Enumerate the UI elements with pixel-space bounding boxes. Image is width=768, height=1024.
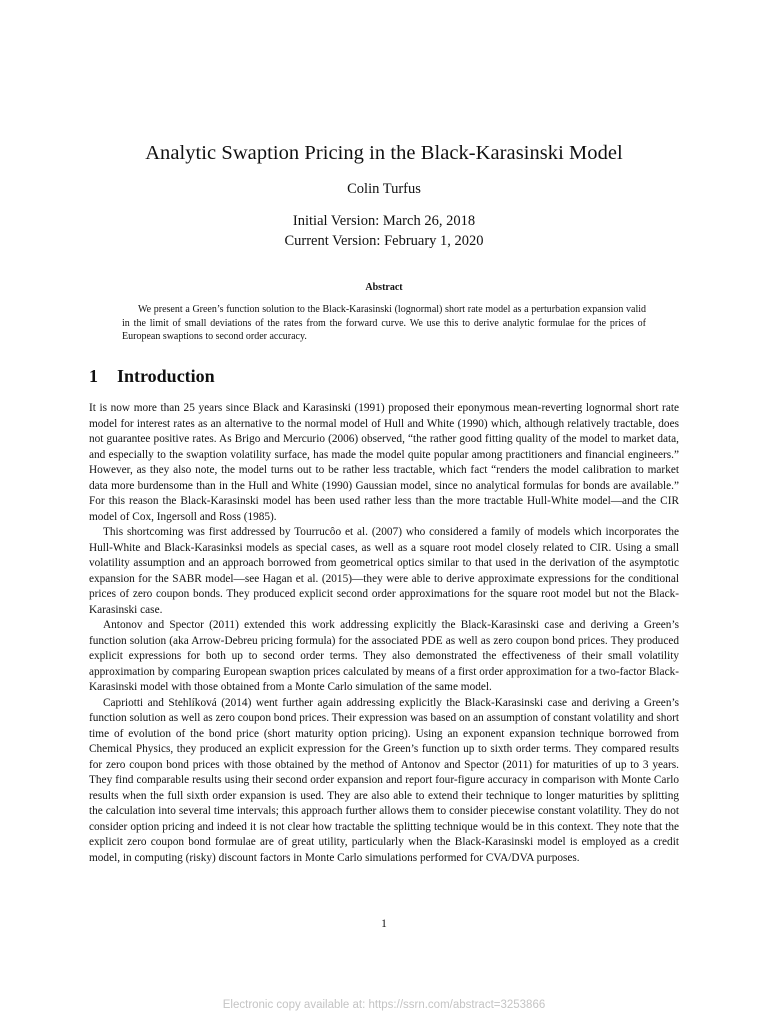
- paper-title: Analytic Swaption Pricing in the Black-Karasinski Model: [145, 142, 623, 164]
- abstract-heading: Abstract: [365, 282, 403, 293]
- current-version: Current Version: February 1, 2020: [284, 233, 484, 249]
- paragraph: This shortcoming was first addressed by Tourrucôo et al. (2007) who considered a family of models which incorporates the Hull-White and Black-Karasinksi models as special cases, as well as a square root model closely related to CIR. Using a small volatility assumption and an approach borrowed from geometrical optics similar to that used in the derivation of the asymptotic expansion for the SABR model—see Hagan et al. (2015)—they were able to derive approximate expressions for the conditional prices of zero coupon bonds. They produced explicit second order approximations for the square root model but not the Black-Karasinski case.: [89, 526, 679, 616]
- paragraph: Capriotti and Stehlíková (2014) went further again addressing explicitly the Black-Karasinski case and deriving a Green’s function solution as well as zero coupon bond prices. Their expression was based on an assumption of constant volatility and short time of evolution of the bond price (short maturity option pricing). Using an exponent expansion technique borrowed from Chemical Physics, they produced an explicit expression for the Green’s function up to sixth order terms. They compared results for zero coupon bond prices with those obtained by the method of Antonov and Spector (2011) for maturities of up to 3 years. They find comparable results using their second order expansion and report four-figure accuracy in comparison with Monte Carlo results when the full sixth order expansion is used. They are also able to extend their technique to longer maturities by splitting the calculation into several time intervals; this approach further allows them to consider piecewise constant volatility. They do not consider option pricing and indeed it is not clear how tractable the splitting technique would be in this context. They note that the explicit zero coupon bond formulae are of great utility, particularly when the Black-Karasinski model is employed as a credit model, in computing (risky) discount factors in Monte Carlo simulations performed for CVA/DVA purposes.: [89, 696, 679, 864]
- initial-version: Initial Version: March 26, 2018: [292, 213, 476, 229]
- section-title: Introduction: [117, 366, 215, 386]
- section-heading: [89, 366, 215, 387]
- ssrn-footer-link[interactable]: Electronic copy available at: https://ssrn.com/abstract=3253866: [222, 999, 546, 1011]
- section-number: 1: [89, 366, 98, 386]
- author-name: Colin Turfus: [347, 181, 421, 197]
- paragraph: It is now more than 25 years since Black and Karasinski (1991) proposed their eponymous mean-reverting lognormal short rate model for interest rates as an alternative to the normal model of Hull and White (1990) which, although relatively tractable, does not guarantee positive rates. As Brigo and Mercurio (2006) observed, “the rather good fitting quality of the model to market data, and especially to the swaption volatility surface, has made the model quite popular among practitioners and financial engineers.” However, as they also note, the model turns out to be rather less tractable, which fact “renders the model calibration to market data more burdensome than in the Hull and White (1990) Gaussian model, since no analytical formulas for bonds are available.” For this reason the Black-Karasinski model has been used rather less than the more tractable Hull-White model—and the CIR model of Cox, Ingersoll and Ross (1985).: [89, 402, 679, 523]
- paragraph: Antonov and Spector (2011) extended this work addressing explicitly the Black-Karasinski case and deriving a Green’s function solution (aka Arrow-Debreu pricing formula) for the associated PDE as well as zero coupon bond prices. They produced explicit expressions for both up to second order terms. They also demonstrated the effectiveness of their small volatility approximation by comparing European swaption prices calculated by means of a first order approximation for a two-factor Black-Karasinski model with those obtained from a Monte Carlo simulation of the same model.: [89, 619, 679, 693]
- abstract-text: We present a Green’s function solution to the Black-Karasinski (lognormal) short rate model as a perturbation expansion valid in the limit of small deviations of the rates from the forward curve. We use this to derive analytic formulae for the prices of European swaptions to second order accuracy.: [122, 304, 646, 342]
- body-text: [89, 401, 679, 866]
- page-number: 1: [381, 918, 387, 930]
